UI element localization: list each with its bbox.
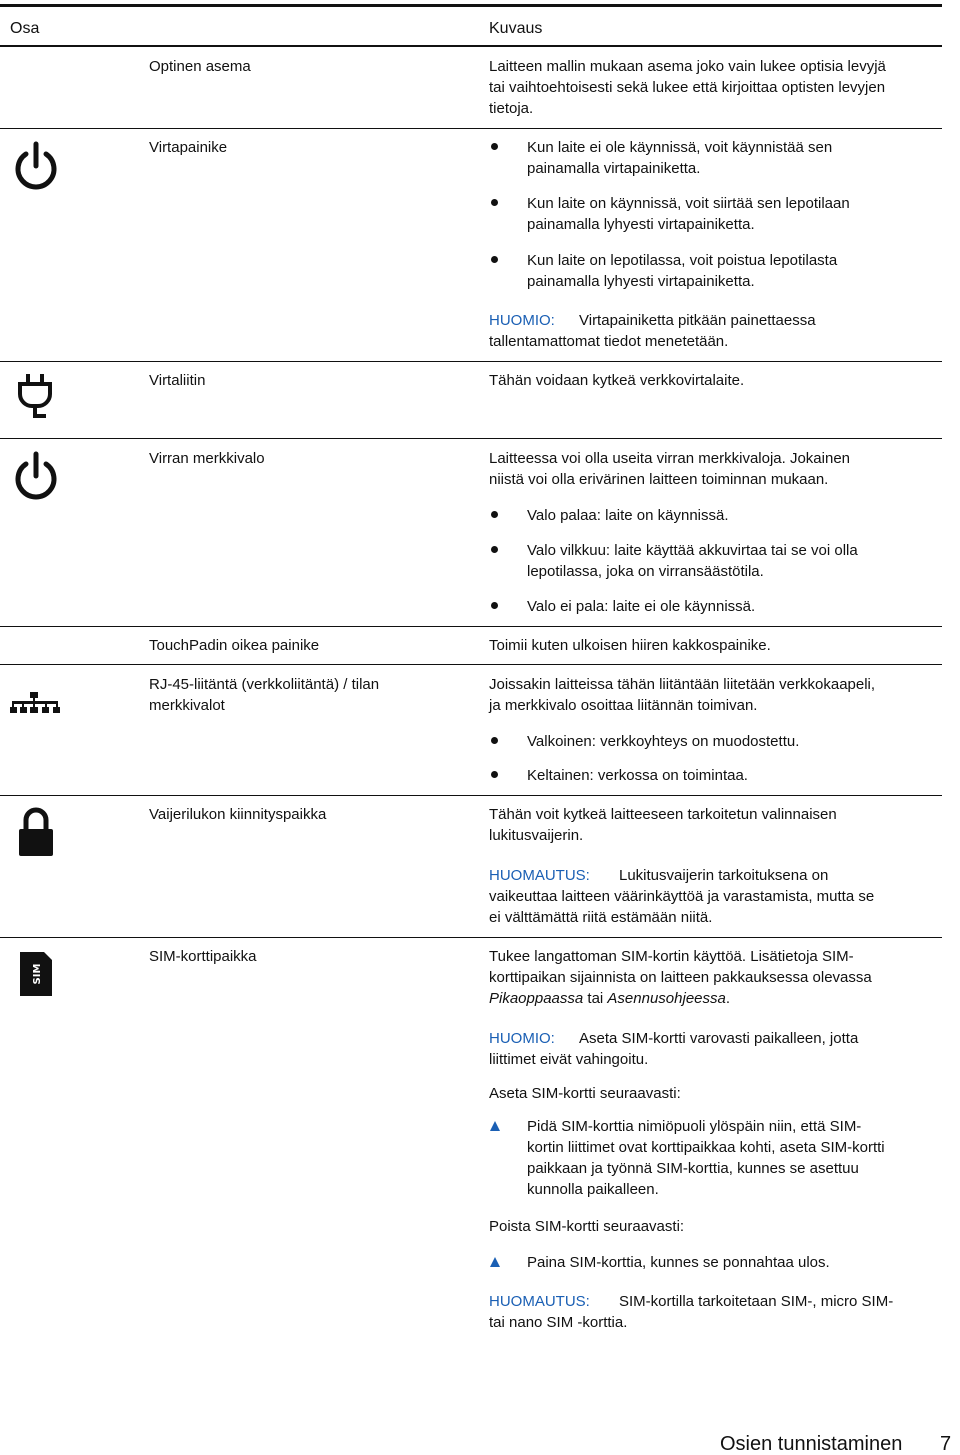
row-divider	[0, 438, 942, 439]
desc-line: Tähän voidaan kytkeä verkkovirtalaite.	[489, 372, 745, 389]
row-divider	[0, 626, 942, 627]
bullet-icon	[491, 602, 498, 609]
note-text: Virtapainiketta pitkään painettaessa	[579, 312, 816, 329]
part-name-power-light: Virran merkkivalo	[149, 450, 265, 467]
note-label: HUOMAUTUS:	[489, 1293, 590, 1310]
desc-line-references: Pikaoppaassa tai Asennusohjeessa.	[489, 990, 731, 1007]
step-icon	[490, 1121, 500, 1131]
network-icon	[10, 692, 60, 716]
bullet-icon	[491, 256, 498, 263]
note-text: tai nano SIM -korttia.	[489, 1314, 628, 1331]
reference-quick-guide: Pikaoppaassa	[489, 990, 584, 1007]
desc-line: Tähän voit kytkeä laitteeseen tarkoitetun valinnaisen	[489, 806, 837, 823]
part-name-optical-drive: Optinen asema	[149, 58, 251, 75]
note-text: ei välttämättä riitä estämään niitä.	[489, 909, 713, 926]
note-label: HUOMIO:	[489, 1030, 555, 1047]
reference-setup-guide: Asennusohjeessa	[607, 990, 726, 1007]
part-name-power-connector: Virtaliitin	[149, 372, 206, 389]
note-text: liittimet eivät vahingoitu.	[489, 1051, 649, 1068]
sim-card-icon	[20, 952, 52, 996]
step-text: Paina SIM-korttia, kunnes se ponnahtaa ulos.	[527, 1254, 830, 1271]
bullet-text: Kun laite ei ole käynnissä, voit käynnistää sen	[527, 139, 833, 156]
desc-line: Joissakin laitteissa tähän liitäntään liitetään verkkokaapeli,	[489, 676, 876, 693]
desc-line: Laitteessa voi olla useita virran merkkivaloja. Jokainen	[489, 450, 851, 467]
bullet-icon	[491, 199, 498, 206]
bullet-icon	[491, 546, 498, 553]
bullet-text: lepotilassa, joka on virransäästötila.	[527, 563, 764, 580]
lock-icon	[18, 806, 54, 858]
row-divider	[0, 361, 942, 362]
step-text: kortin liittimet ovat korttipaikkaa kohti, aseta SIM-kortti	[527, 1139, 885, 1156]
bullet-icon	[491, 511, 498, 518]
part-name-rj45: RJ-45-liitäntä (verkkoliitäntä) / tilan	[149, 676, 380, 693]
bullet-text: Valo palaa: laite on käynnissä.	[527, 507, 729, 524]
part-name-sim-slot: SIM-korttipaikka	[149, 948, 257, 965]
column-header-part: Osa	[10, 20, 40, 37]
column-header-description: Kuvaus	[489, 20, 543, 37]
note-label: HUOMAUTUS:	[489, 867, 590, 884]
row-divider	[0, 128, 942, 129]
page-number: 7	[940, 1433, 952, 1455]
bullet-icon	[491, 143, 498, 150]
note-text: Lukitusvaijerin tarkoituksena on	[619, 867, 829, 884]
row-divider	[0, 937, 942, 938]
power-icon	[12, 450, 60, 504]
procedure-title-remove: Poista SIM-kortti seuraavasti:	[489, 1218, 685, 1235]
bullet-text: painamalla lyhyesti virtapainiketta.	[527, 273, 755, 290]
note-text: tallentamattomat tiedot menetetään.	[489, 333, 729, 350]
desc-line: tietoja.	[489, 100, 534, 117]
bullet-icon	[491, 737, 498, 744]
bullet-text: Keltainen: verkossa on toimintaa.	[527, 767, 748, 784]
desc-line: Tukee langattoman SIM-kortin käyttöä. Lisätietoja SIM-	[489, 948, 854, 965]
bullet-icon	[491, 771, 498, 778]
svg-text:SIM: SIM	[32, 963, 43, 985]
bullet-text: Valo ei pala: laite ei ole käynnissä.	[527, 598, 756, 615]
desc-line: korttipaikan sijainnista on laitteen pakkauksessa olevassa	[489, 969, 872, 986]
footer-section-title: Osien tunnistaminen	[720, 1433, 903, 1455]
note-text: Aseta SIM-kortti varovasti paikalleen, jotta	[579, 1030, 859, 1047]
bullet-text: Kun laite on käynnissä, voit siirtää sen lepotilaan	[527, 195, 850, 212]
bullet-text: painamalla lyhyesti virtapainiketta.	[527, 216, 755, 233]
power-plug-icon	[14, 372, 58, 424]
note-label: HUOMIO:	[489, 312, 555, 329]
part-name-rj45: merkkivalot	[149, 697, 225, 714]
part-name-touchpad-right-button: TouchPadin oikea painike	[149, 637, 320, 654]
desc-line: tai vaihtoehtoisesti sekä lukee että kirjoittaa optisten levyjen	[489, 79, 886, 96]
procedure-title-insert: Aseta SIM-kortti seuraavasti:	[489, 1085, 681, 1102]
bullet-text: Valo vilkkuu: laite käyttää akkuvirtaa tai se voi olla	[527, 542, 858, 559]
bullet-text: Valkoinen: verkkoyhteys on muodostettu.	[527, 733, 800, 750]
bullet-text: Kun laite on lepotilassa, voit poistua lepotilasta	[527, 252, 838, 269]
step-text: kunnolla paikalleen.	[527, 1181, 659, 1198]
part-name-lock-slot: Vaijerilukon kiinnityspaikka	[149, 806, 327, 823]
desc-line: niistä voi olla erivärinen laitteen toiminnan mukaan.	[489, 471, 829, 488]
desc-line: ja merkkivalo osoittaa liitännän toimivan.	[489, 697, 758, 714]
table-header	[0, 4, 942, 47]
step-text: Pidä SIM-korttia nimiöpuoli ylöspäin niin, että SIM-	[527, 1118, 862, 1135]
desc-line: Toimii kuten ulkoisen hiiren kakkospainike.	[489, 637, 771, 654]
power-icon	[12, 140, 60, 194]
row-divider	[0, 795, 942, 796]
step-text: paikkaan ja työnnä SIM-korttia, kunnes se asettuu	[527, 1160, 859, 1177]
step-icon	[490, 1257, 500, 1267]
bullet-text: painamalla virtapainiketta.	[527, 160, 701, 177]
desc-line: Laitteen mallin mukaan asema joko vain lukee optisia levyjä	[489, 58, 886, 75]
desc-line: lukitusvaijerin.	[489, 827, 584, 844]
note-text: SIM-kortilla tarkoitetaan SIM-, micro SIM-	[619, 1293, 894, 1310]
row-divider	[0, 664, 942, 665]
note-text: vaikeuttaa laitteen väärinkäyttöä ja varastamista, mutta se	[489, 888, 875, 905]
part-name-power-button: Virtapainike	[149, 139, 228, 156]
